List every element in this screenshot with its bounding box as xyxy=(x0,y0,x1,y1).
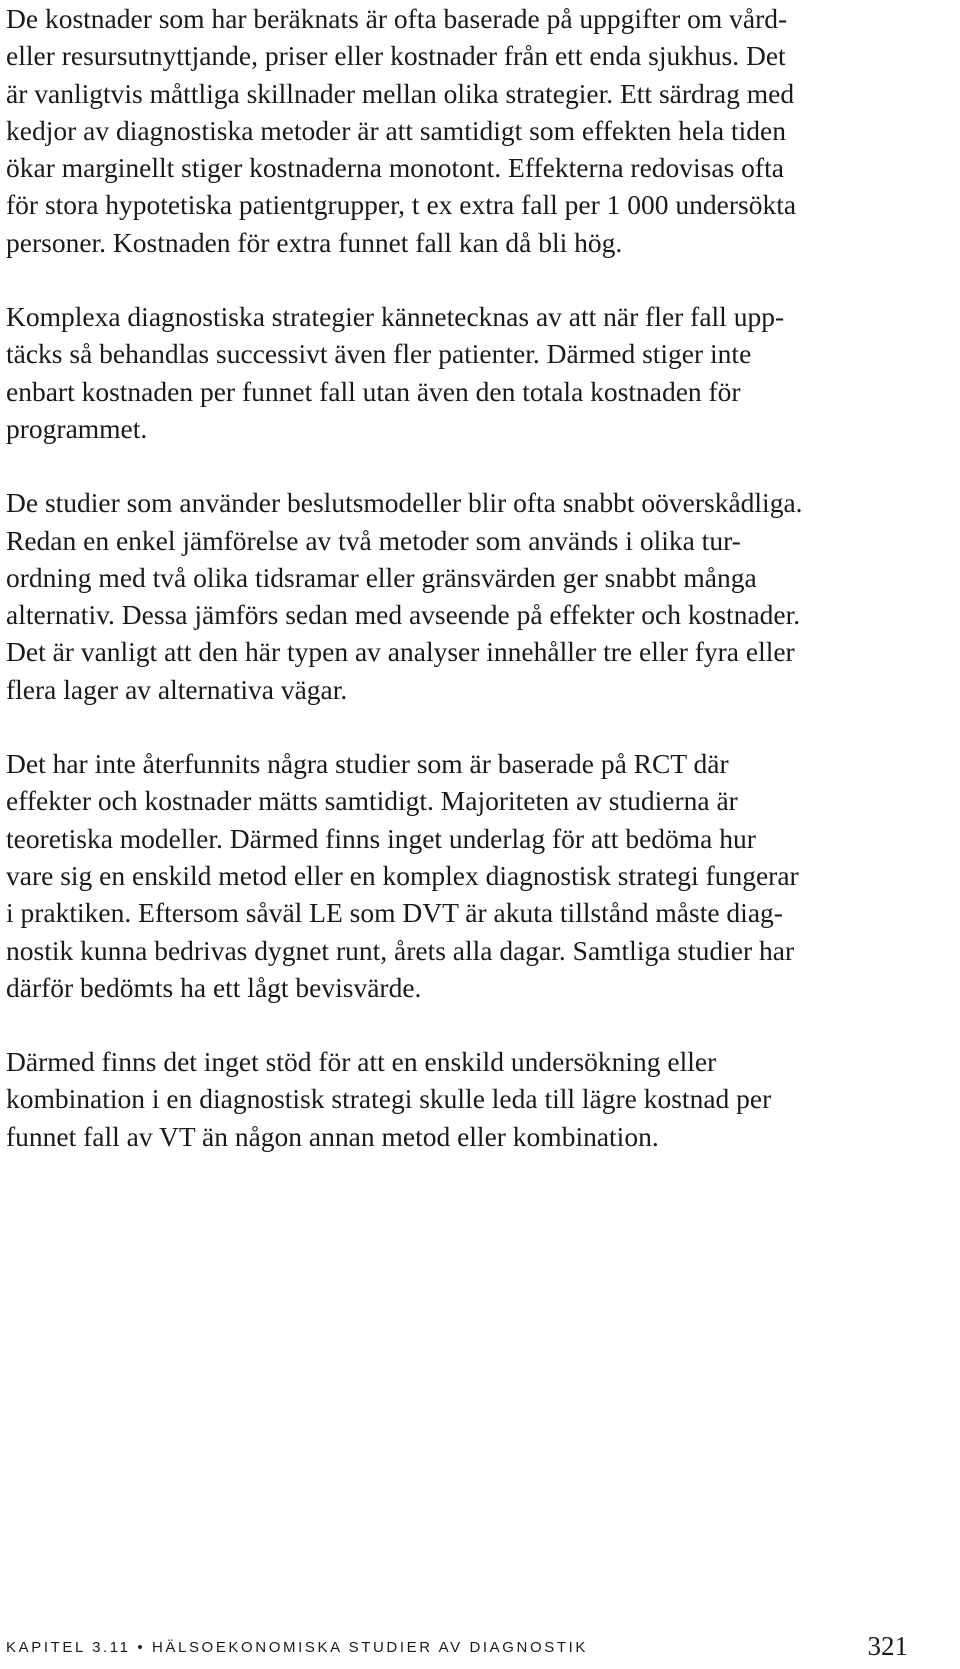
paragraph xyxy=(6,298,906,447)
text-line: Därmed finns det inget stöd för att en enskild undersökning eller xyxy=(6,1046,717,1078)
text-line: därför bedömts ha ett lågt bevisvärde. xyxy=(6,971,422,1003)
text-line: är vanligtvis måttliga skillnader mellan olika strategier. Ett särdrag med xyxy=(6,77,795,109)
text-line: vare sig en enskild metod eller en komplex diagnostisk strategi fungerar xyxy=(6,859,799,891)
paragraph xyxy=(6,1043,906,1155)
text-line: nostik kunna bedrivas dygnet runt, årets alla dagar. Samtliga studier har xyxy=(6,934,795,966)
paragraph xyxy=(6,484,906,708)
text-line: eller resursutnyttjande, priser eller kostnader från ett enda sjukhus. Det xyxy=(6,40,786,72)
running-head: KAPITEL 3.11 • HÄLSOEKONOMISKA STUDIER AV DIAGNOSTIK xyxy=(6,1639,588,1656)
text-line: funnet fall av VT än någon annan metod eller kombination. xyxy=(6,1120,659,1152)
paragraph xyxy=(6,745,906,1006)
page-footer xyxy=(6,1626,908,1666)
text-line: effekter och kostnader mätts samtidigt. Majoriteten av studierna är xyxy=(6,785,738,817)
text-line: i praktiken. Eftersom såväl LE som DVT är akuta tillstånd måste diag- xyxy=(6,897,783,929)
text-line: Det har inte återfunnits några studier som är baserade på RCT där xyxy=(6,748,729,780)
text-line: kombination i en diagnostisk strategi skulle leda till lägre kostnad per xyxy=(6,1083,772,1115)
text-line: Det är vanligt att den här typen av analyser innehåller tre eller fyra eller xyxy=(6,636,795,668)
page-number: 321 xyxy=(867,1631,908,1661)
paragraph xyxy=(6,0,906,261)
text-line: De studier som använder beslutsmodeller blir ofta snabbt oöverskådliga. xyxy=(6,487,803,519)
text-line: flera lager av alternativa vägar. xyxy=(6,673,348,705)
text-line: kedjor av diagnostiska metoder är att samtidigt som effekten hela tiden xyxy=(6,114,786,146)
page-body xyxy=(6,0,906,1192)
text-line: De kostnader som har beräknats är ofta baserade på uppgifter om vård- xyxy=(6,3,788,34)
text-line: ökar marginellt stiger kostnaderna monotont. Effekterna redovisas ofta xyxy=(6,152,784,184)
text-line: enbart kostnaden per funnet fall utan även den totala kostnaden för xyxy=(6,375,741,407)
text-line: Redan en enkel jämförelse av två metoder som används i olika tur- xyxy=(6,524,741,556)
text-line: alternativ. Dessa jämförs sedan med avseende på effekter och kostnader. xyxy=(6,599,801,631)
text-line: för stora hypotetiska patientgrupper, t ex extra fall per 1 000 undersökta xyxy=(6,189,797,221)
text-line: Komplexa diagnostiska strategier kännetecknas av att när fler fall upp- xyxy=(6,301,785,333)
text-line: teoretiska modeller. Därmed finns inget underlag för att bedöma hur xyxy=(6,822,756,854)
text-line: personer. Kostnaden för extra funnet fall kan då bli hög. xyxy=(6,226,623,258)
text-line: ordning med två olika tidsramar eller gränsvärden ger snabbt många xyxy=(6,561,757,593)
text-line: programmet. xyxy=(6,412,148,444)
text-line: täcks så behandlas successivt även fler patienter. Därmed stiger inte xyxy=(6,338,752,370)
